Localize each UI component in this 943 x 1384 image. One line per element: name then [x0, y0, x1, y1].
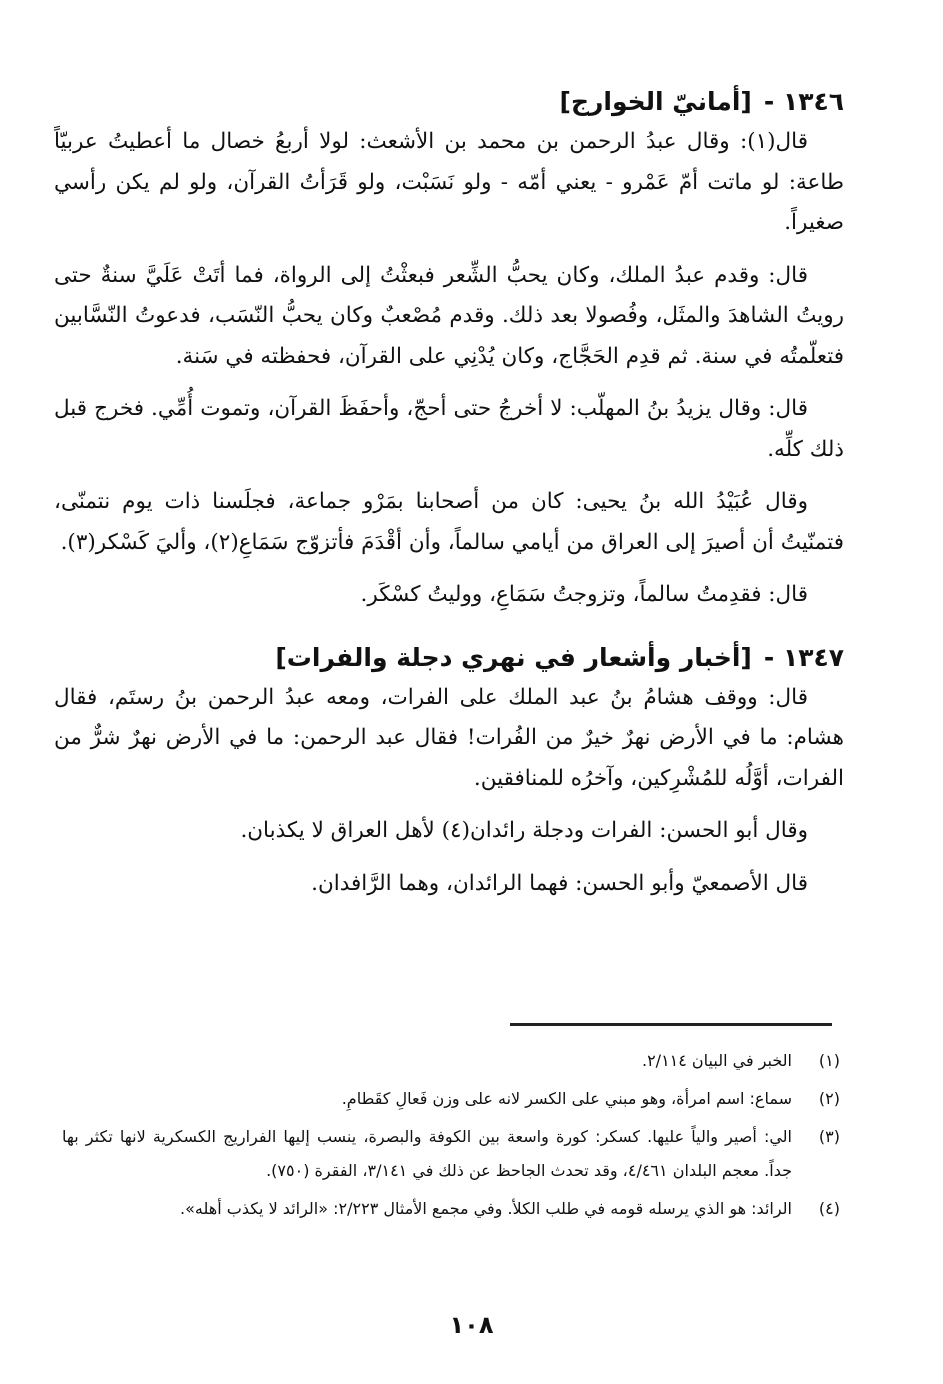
paragraph: قال(١): وقال عبدُ الرحمن بن محمد بن الأشعث: لولا أربعُ خصال ما أعطيتُ عربيّاً طاعة: لو ماتت أمّ عَمْرو - يعني أمّه - ولو نَسَبْت، ولو قَرَأتُ القرآن، ولو لم يكن رأسي صغيراً.: [54, 129, 844, 235]
section-heading-1346: [54, 82, 844, 122]
paragraph: قال: وقدم عبدُ الملك، وكان يحبُّ الشِّعر فبعثْتُ إلى الرواة، فما أتَتْ عَلَيَّ سنةٌ حتى رويتُ الشاهدَ والمثَل، وفُصولا بعد ذلك. وقدم مُصْعبٌ وكان يحبُّ النّسَب، فدعوتُ النّسَّابين فتعلّمتُه في سنة. ثم قدِم الحَجَّاج، وكان يُدْنِي على القرآن، فحفظته في سَنة.: [54, 262, 844, 369]
footnote: [62, 1192, 840, 1226]
footnote-number: (٣): [818, 1127, 840, 1146]
paragraph: وقال عُبَيْدُ الله بنُ يحيى: كان من أصحابنا بمَرْو جماعة، فجلَسنا ذات يوم نتمنّى، فتمنّيتُ أن أصيرَ إلى العراق من أيامي سالماً، وأن أقْدَمَ فأتزوّج سَمَاعِ(٢)، وأليَ كَسْكر(٣).: [54, 489, 844, 555]
footnote: [62, 1082, 840, 1116]
paragraph: وقال أبو الحسن: الفرات ودجلة رائدان(٤) لأهل العراق لا يكذبان.: [240, 818, 808, 843]
footnote-text: الخبر في البيان ٢/١١٤.: [641, 1051, 792, 1070]
footnote: [62, 1120, 840, 1188]
paragraph: قال: وقال يزيدُ بنُ المهلّب: لا أخرجُ حتى أحجّ، وأحفَظَ القرآن، وتموت أُمِّي. فخرج قبل ذلك كلِّه.: [54, 396, 844, 462]
footnote-text: سماع: اسم امرأة، وهو مبني على الكسر لانه على وزن فَعالِ كقَطامِ.: [341, 1089, 792, 1108]
section-number: ١٣٤٦ -: [763, 87, 844, 116]
footnote-text: الرائد: هو الذي يرسله قومه في طلب الكلأ. وفي مجمع الأمثال ٢/٢٢٣: «الرائد لا يكذب أهله».: [180, 1199, 792, 1218]
footnote: [62, 1044, 840, 1078]
page-number: ١٠٨: [449, 1311, 494, 1339]
paragraph: قال: فقدِمتُ سالماً، وتزوجتُ سَمَاعِ، ووليتُ كسْكَر.: [360, 582, 808, 607]
footnotes: [62, 1044, 840, 1230]
paragraph: قال الأصمعيّ وأبو الحسن: فهما الرائدان، وهما الرَّافدان.: [311, 870, 808, 896]
section-heading-1347: [54, 638, 844, 678]
section-title: [أمانيّ الخوارج]: [559, 87, 752, 116]
section-number: ١٣٤٧ -: [763, 642, 844, 672]
section-title: [أخبار وأشعار في نهري دجلة والفرات]: [275, 642, 752, 672]
footnote-number: (٢): [818, 1089, 840, 1108]
footnote-number: (١): [818, 1051, 840, 1070]
footnote-separator: [510, 1023, 832, 1026]
paragraph: قال: ووقف هشامُ بنُ عبد الملك على الفرات، ومعه عبدُ الرحمن بنُ رستَم، فقال هشام: ما في الأرض نهرٌ خيرٌ من الفُرات! فقال عبد الرحمن: ما في الأرض نهرٌ شرٌّ من الفرات، أوَّلُه للمُشْرِكين، وآخرُه للمنافقين.: [54, 684, 844, 791]
footnote-number: (٤): [818, 1199, 840, 1218]
page-body: [54, 82, 844, 916]
footnote-text: الي: أصير والياً عليها. كسكر: كورة واسعة بين الكوفة والبصرة، ينسب إليها الفراريج الكسكرية لانها تكثر بها جداً. معجم البلدان ٤/٤٦١، وقد تحدث الجاحظ عن ذلك في ٣/١٤١، الفقرة (٧٥٠).: [62, 1127, 792, 1180]
